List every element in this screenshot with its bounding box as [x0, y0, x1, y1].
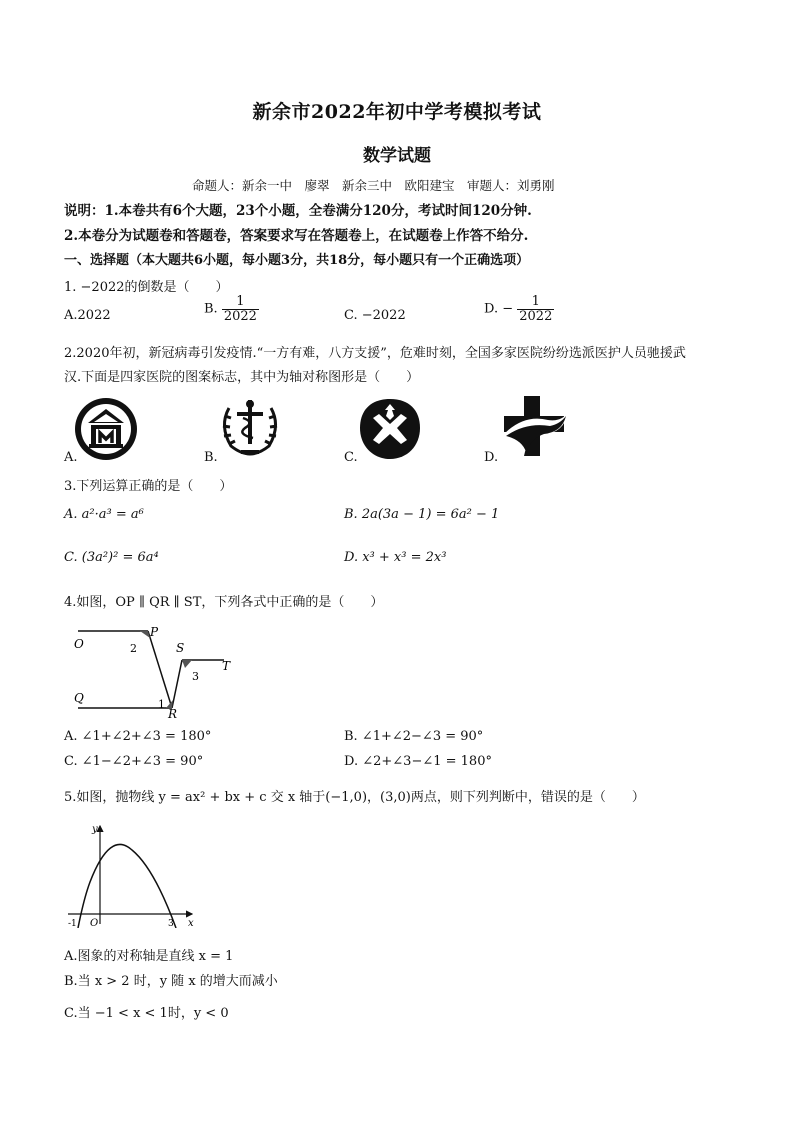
label-o: O [74, 637, 84, 651]
q4-option-b: B. ∠1+∠2−∠3 = 90° [344, 729, 484, 744]
instruction-1: 说明：1.本卷共有6个大题，23个小题，全卷满分120分，考试时间120分钟. [64, 203, 532, 219]
root-neg1-label: -1 [68, 919, 77, 928]
angle-2-label: 2 [130, 642, 137, 655]
parabola-graph [64, 818, 204, 928]
q2-option-c: C. [344, 450, 358, 465]
instruction-2: 2.本卷分为试题卷和答题卷，答案要求写在答题卷上，在试题卷上作答不给分. [64, 228, 529, 244]
label-q: Q [74, 691, 84, 705]
parallel-lines-figure [64, 620, 254, 720]
q4-option-a: A. ∠1+∠2+∠3 = 180° [64, 729, 212, 744]
root-3-label: 3 [168, 919, 174, 928]
q5-option-b: B.当 x > 2 时，y 随 x 的增大而减小 [64, 974, 278, 989]
q1-option-b: B. $\frac{1}{2022}$ [204, 294, 257, 324]
hospital-logo-b-icon [215, 396, 285, 462]
subject-title: 数学试题 [363, 146, 431, 166]
hospital-logo-d-icon [498, 394, 572, 462]
q2-option-a: A. [64, 450, 78, 465]
q5-option-c: C.当 −1 < x < 1时，y < 0 [64, 1006, 229, 1021]
q3-option-b: B. 2a(3a − 1) = 6a² − 1 [344, 507, 500, 522]
question-1-stem: 1. −2022的倒数是（ ） [64, 280, 229, 295]
q1-option-d: D. − $\frac{1}{2022}$ [484, 294, 553, 324]
question-3-stem: 3.下列运算正确的是（ ） [64, 479, 233, 494]
hospital-logo-c-icon [357, 396, 423, 462]
q3-option-d: D. x³ + x³ = 2x³ [344, 550, 447, 565]
q1-option-c: C. −2022 [344, 308, 406, 323]
authors-line: 命题人：新余一中 廖翠 新余三中 欧阳建宝 审题人：刘勇刚 [192, 178, 555, 193]
q2-option-d: D. [484, 450, 499, 465]
q5-option-a: A.图象的对称轴是直线 x = 1 [64, 949, 234, 964]
q3-option-c: C. (3a²)² = 6a⁴ [64, 550, 159, 565]
x-axis-label: x [188, 918, 194, 928]
question-4-stem: 4.如图，OP ∥ QR ∥ ST，下列各式中正确的是（ ） [64, 595, 384, 610]
q4-option-d: D. ∠2+∠3−∠1 = 180° [344, 754, 492, 769]
q4-option-c: C. ∠1−∠2+∠3 = 90° [64, 754, 204, 769]
label-p: P [150, 625, 159, 639]
question-2-line1: 2.2020年初，新冠病毒引发疫情.“一方有难，八方支援”，危难时刻，全国多家医院纷纷选派医护人员驰援武 [64, 346, 686, 361]
angle-1-label: 1 [158, 698, 165, 711]
y-axis-label: y [92, 824, 98, 835]
angle-3-label: 3 [192, 670, 199, 683]
label-r: R [168, 707, 178, 720]
label-t: T [222, 659, 231, 673]
hospital-logo-a-icon [72, 395, 140, 463]
origin-label: O [90, 918, 99, 928]
question-2-line2: 汉.下面是四家医院的图案标志，其中为轴对称图形是（ ） [64, 370, 420, 385]
q3-option-a: A. a²·a³ = a⁶ [64, 507, 144, 522]
section-heading: 一、选择题（本大题共6小题，每小题3分，共18分，每小题只有一个正确选项） [64, 253, 530, 268]
q1-option-a: A.2022 [64, 308, 111, 323]
page-title: 新余市2022年初中学考模拟考试 [252, 101, 542, 123]
label-s: S [176, 641, 185, 655]
q2-option-b: B. [204, 450, 218, 465]
question-5-stem: 5.如图，抛物线 y = ax² + bx + c 交 x 轴于(−1,0)，(3,0)两点，则下列判断中，错误的是（ ） [64, 790, 645, 805]
